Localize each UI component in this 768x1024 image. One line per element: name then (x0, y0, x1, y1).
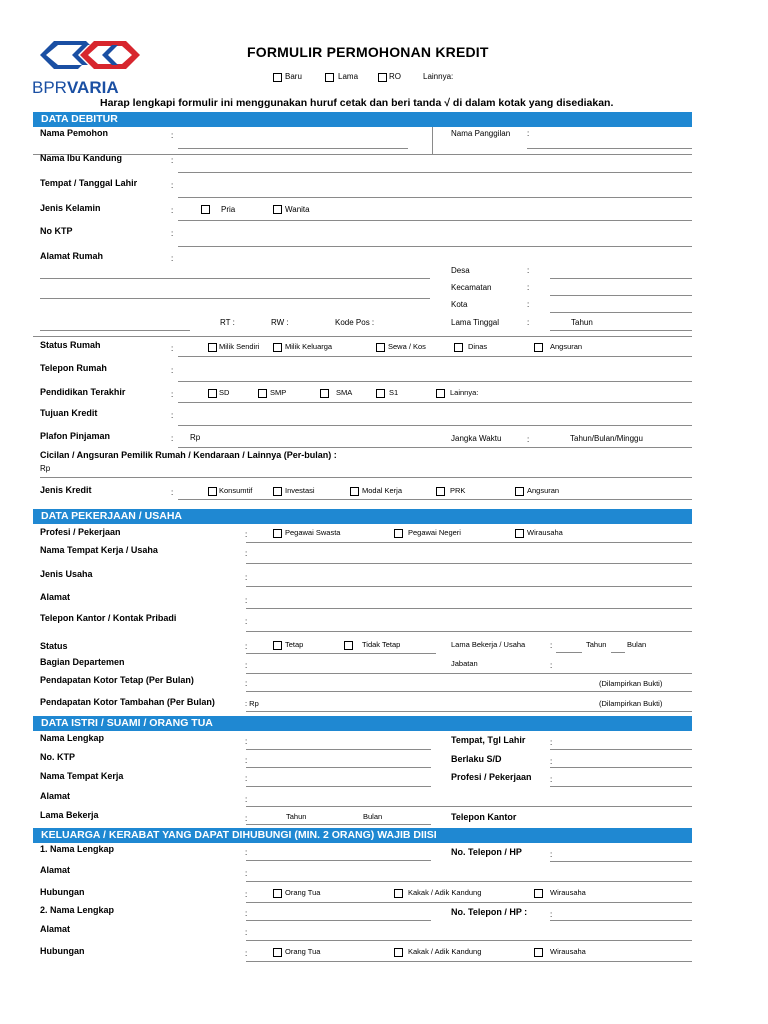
colon: : (245, 530, 248, 539)
kecamatan-field[interactable] (550, 295, 692, 296)
row-divider (178, 356, 692, 357)
rw-label: RW : (271, 318, 289, 327)
instruction-text: Harap lengkapi formulir ini menggunakan huruf cetak dan beri tanda √ di dalam kotak yang disediakan. (100, 97, 614, 109)
colon: : (171, 254, 174, 263)
kakak-adik-1-label: Kakak / Adik Kandung (408, 888, 482, 897)
konsumtif-checkbox[interactable] (208, 487, 217, 496)
telepon-2-field[interactable] (550, 920, 692, 921)
lama-label: Lama (338, 72, 359, 81)
lainnya-label: Lainnya: (423, 72, 454, 81)
sd-label: SD (219, 388, 230, 397)
alamat-rumah-label: Alamat Rumah (40, 251, 104, 261)
profesi-label: Profesi / Pekerjaan (40, 527, 121, 537)
jenis-usaha-field[interactable] (246, 586, 692, 587)
istri-tempat-kerja-label: Nama Tempat Kerja (40, 771, 124, 781)
bukti-label-2: (Dilampirkan Bukti) (599, 699, 663, 708)
istri-profesi-field[interactable] (550, 786, 692, 787)
desa-label: Desa (451, 266, 470, 275)
jenis-kredit-label: Jenis Kredit (40, 485, 92, 495)
lama-bulan-field[interactable] (611, 652, 625, 653)
baru-checkbox[interactable] (273, 73, 282, 82)
plafon-rp: Rp (190, 433, 201, 442)
colon: : (245, 774, 248, 783)
brand-suffix: VARIA (66, 78, 119, 97)
jenis-usaha-label: Jenis Usaha (40, 569, 93, 579)
alamat-kerja-label: Alamat (40, 592, 71, 602)
wirausaha-profesi-label: Wirausaha (527, 528, 563, 537)
row-divider (33, 154, 692, 155)
colon: : (527, 129, 530, 138)
colon: : (245, 679, 248, 688)
lainnya-pendidikan-label: Lainnya: (450, 388, 479, 397)
lama-tinggal-label: Lama Tinggal (451, 318, 500, 327)
istri-alamat-label: Alamat (40, 791, 71, 801)
colon: : (245, 549, 248, 558)
nama-ibu-label: Nama Ibu Kandung (40, 153, 123, 163)
milik-sendiri-checkbox[interactable] (208, 343, 217, 352)
kota-label: Kota (451, 300, 468, 309)
colon: : (245, 814, 248, 823)
colon: : (550, 738, 553, 747)
colon: : (171, 366, 174, 375)
angsuran-rumah-checkbox[interactable] (534, 343, 543, 352)
jabatan-label: Jabatan (451, 659, 478, 668)
colon: : (245, 756, 248, 765)
colon: : (245, 869, 248, 878)
plafon-field[interactable] (178, 447, 692, 448)
cicilan-label: Cicilan / Angsuran Pemilik Rumah / Kendaraan / Lainnya (Per-bulan) : (40, 450, 337, 460)
pendapatan-tambahan-label: Pendapatan Kotor Tambahan (Per Bulan) (40, 697, 215, 707)
hubungan-1-label: Hubungan (40, 887, 85, 897)
istri-ttl-label: Tempat, Tgl Lahir (451, 735, 526, 745)
telepon-1-label: No. Telepon / HP (451, 847, 522, 857)
istri-berlaku-label: Berlaku S/D (451, 754, 502, 764)
colon: : (245, 848, 248, 857)
colon: : (245, 928, 248, 937)
colon: : (550, 757, 553, 766)
pendapatan-tambahan-field[interactable] (246, 711, 692, 712)
wirausaha-1-label: Wirausaha (550, 888, 586, 897)
nama-lengkap-1-field[interactable] (246, 860, 431, 861)
section-data-istri: DATA ISTRI / SUAMI / ORANG TUA (33, 716, 692, 731)
colon: : (245, 737, 248, 746)
wirausaha-2-checkbox[interactable] (534, 948, 543, 957)
alamat-1-field[interactable] (246, 881, 692, 882)
bukti-label-1: (Dilampirkan Bukti) (599, 679, 663, 688)
istri-nama-field[interactable] (246, 749, 431, 750)
row-divider (178, 220, 692, 221)
section-data-pekerjaan: DATA PEKERJAAN / USAHA (33, 509, 692, 524)
brand-prefix: BPR (32, 78, 67, 97)
alamat-2-field[interactable] (246, 940, 692, 941)
tujuan-kredit-label: Tujuan Kredit (40, 408, 98, 418)
modal-kerja-checkbox[interactable] (350, 487, 359, 496)
sma-label: SMA (336, 388, 353, 397)
pegawai-negeri-checkbox[interactable] (394, 529, 403, 538)
nama-pemohon-field[interactable] (178, 148, 408, 149)
colon: : (171, 411, 174, 420)
colon: : (527, 266, 530, 275)
tidak-tetap-checkbox[interactable] (344, 641, 353, 650)
row-divider (33, 336, 692, 337)
milik-keluarga-checkbox[interactable] (273, 343, 282, 352)
lama-tinggal-field[interactable] (550, 330, 692, 331)
colon: : (171, 229, 174, 238)
colon: : (171, 206, 174, 215)
nama-tempat-kerja-label: Nama Tempat Kerja / Usaha (40, 545, 158, 555)
section-keluarga: KELUARGA / KERABAT YANG DAPAT DIHUBUNGI (MIN. 2 ORANG) WAJIB DIISI (33, 828, 692, 843)
ttl-field[interactable] (178, 197, 692, 198)
colon: : (550, 775, 553, 784)
istri-alamat-field[interactable] (246, 806, 692, 807)
nama-lengkap-1-label: 1. Nama Lengkap (40, 844, 115, 854)
lama-bekerja-label: Lama Bekerja / Usaha (451, 640, 526, 649)
ro-checkbox[interactable] (378, 73, 387, 82)
pegawai-negeri-label: Pegawai Negeri (408, 528, 461, 537)
istri-tahun-label: Tahun (286, 812, 307, 821)
alamat-2-label: Alamat (40, 924, 71, 934)
smp-label: SMP (270, 388, 287, 397)
prk-checkbox[interactable] (436, 487, 445, 496)
wirausaha-2-label: Wirausaha (550, 947, 586, 956)
plafon-label: Plafon Pinjaman (40, 431, 111, 441)
lainnya-pendidikan-checkbox[interactable] (436, 389, 445, 398)
lama-checkbox[interactable] (325, 73, 334, 82)
colon: : (245, 949, 248, 958)
pendapatan-rp: : Rp (245, 699, 259, 708)
telepon-rumah-label: Telepon Rumah (40, 363, 107, 373)
colon: : (245, 661, 248, 670)
dinas-label: Dinas (468, 342, 488, 351)
status-rumah-label: Status Rumah (40, 340, 101, 350)
alamat-kerja-field[interactable] (246, 608, 692, 609)
sd-checkbox[interactable] (208, 389, 217, 398)
istri-ktp-field[interactable] (246, 767, 431, 768)
nama-panggilan-field[interactable] (527, 148, 692, 149)
orang-tua-1-label: Orang Tua (285, 888, 321, 897)
istri-tempat-kerja-field[interactable] (246, 786, 431, 787)
tujuan-kredit-field[interactable] (178, 425, 692, 426)
colon: : (171, 181, 174, 190)
dinas-checkbox[interactable] (454, 343, 463, 352)
no-ktp-label: No KTP (40, 226, 73, 236)
sma-checkbox[interactable] (320, 389, 329, 398)
colon: : (245, 617, 248, 626)
colon: : (171, 434, 174, 443)
bagian-label: Bagian Departemen (40, 657, 125, 667)
istri-ktp-label: No. KTP (40, 752, 75, 762)
kakak-adik-1-checkbox[interactable] (394, 889, 403, 898)
colon: : (171, 131, 174, 140)
pegawai-swasta-label: Pegawai Swasta (285, 528, 341, 537)
kode-pos-label: Kode Pos : (335, 318, 375, 327)
status-kerja-label: Status (40, 641, 68, 651)
smp-checkbox[interactable] (258, 389, 267, 398)
colon: : (171, 344, 174, 353)
colon: : (550, 910, 553, 919)
colon: : (550, 850, 553, 859)
nama-panggilan-label: Nama Panggilan (451, 129, 511, 138)
angsuran-rumah-label: Angsuran (550, 342, 583, 351)
baru-label: Baru (285, 72, 302, 81)
istri-bulan-label: Bulan (363, 812, 383, 821)
nama-ibu-field[interactable] (178, 172, 692, 173)
milik-keluarga-label: Milik Keluarga (285, 342, 333, 351)
cicilan-rp: Rp (40, 464, 51, 473)
milik-sendiri-label: Milik Sendiri (219, 342, 260, 351)
row-divider (246, 653, 436, 654)
pendapatan-tetap-field[interactable] (246, 691, 692, 692)
modal-kerja-label: Modal Kerja (362, 486, 403, 495)
bulan-kerja-label: Bulan (627, 640, 647, 649)
colon: : (550, 661, 553, 670)
wirausaha-profesi-checkbox[interactable] (515, 529, 524, 538)
telepon-kantor-field[interactable] (246, 631, 692, 632)
colon: : (527, 318, 530, 327)
wirausaha-1-checkbox[interactable] (534, 889, 543, 898)
istri-telepon-kantor-label: Telepon Kantor (451, 812, 517, 822)
colon: : (245, 573, 248, 582)
colon: : (550, 641, 553, 650)
colon: : (245, 909, 248, 918)
pendidikan-label: Pendidikan Terakhir (40, 387, 126, 397)
jangka-satuan: Tahun/Bulan/Minggu (570, 434, 643, 443)
section-data-debitur: DATA DEBITUR (33, 112, 692, 127)
sewa-kos-checkbox[interactable] (376, 343, 385, 352)
rt-field[interactable] (40, 330, 190, 331)
colon: : (245, 795, 248, 804)
tahun-kerja-label: Tahun (586, 640, 607, 649)
jenis-kelamin-label: Jenis Kelamin (40, 203, 101, 213)
rt-label: RT : (220, 318, 235, 327)
row-divider (246, 961, 692, 962)
hubungan-2-label: Hubungan (40, 946, 85, 956)
kakak-adik-2-label: Kakak / Adik Kandung (408, 947, 482, 956)
istri-lama-field[interactable] (246, 824, 431, 825)
colon: : (245, 596, 248, 605)
orang-tua-2-label: Orang Tua (285, 947, 321, 956)
nama-lengkap-2-label: 2. Nama Lengkap (40, 905, 115, 915)
angsuran-kredit-label: Angsuran (527, 486, 560, 495)
colon: : (171, 156, 174, 165)
row-divider (246, 902, 692, 903)
tetap-checkbox[interactable] (273, 641, 282, 650)
wanita-checkbox[interactable] (273, 205, 282, 214)
pria-label: Pria (221, 205, 236, 214)
form-title: FORMULIR PERMOHONAN KREDIT (247, 44, 489, 60)
prk-label: PRK (450, 486, 466, 495)
jangka-waktu-label: Jangka Waktu (451, 434, 502, 443)
colon: : (245, 642, 248, 651)
no-ktp-field[interactable] (178, 246, 692, 247)
nama-lengkap-2-field[interactable] (246, 920, 431, 921)
s1-checkbox[interactable] (376, 389, 385, 398)
colon: : (245, 890, 248, 899)
cicilan-field[interactable] (40, 477, 692, 478)
logo-mark-icon (32, 34, 150, 76)
row-divider (178, 402, 692, 403)
alamat-line-1[interactable] (40, 278, 430, 279)
divider (432, 127, 433, 154)
colon: : (171, 488, 174, 497)
s1-label: S1 (389, 388, 399, 397)
istri-berlaku-field[interactable] (550, 767, 692, 768)
konsumtif-label: Konsumtif (219, 486, 253, 495)
telepon-rumah-field[interactable] (178, 381, 692, 382)
nama-tempat-kerja-field[interactable] (246, 563, 692, 564)
orang-tua-1-checkbox[interactable] (273, 889, 282, 898)
istri-lama-bekerja-label: Lama Bekerja (40, 810, 99, 820)
kecamatan-label: Kecamatan (451, 283, 492, 292)
telepon-kantor-label: Telepon Kantor / Kontak Pribadi (40, 613, 177, 623)
telepon-2-label: No. Telepon / HP : (451, 907, 528, 917)
desa-field[interactable] (550, 278, 692, 279)
tetap-label: Tetap (285, 640, 304, 649)
kota-field[interactable] (550, 312, 692, 313)
wanita-label: Wanita (285, 205, 310, 214)
ttl-label: Tempat / Tanggal Lahir (40, 178, 138, 188)
pria-checkbox[interactable] (201, 205, 210, 214)
tidak-tetap-label: Tidak Tetap (362, 640, 401, 649)
istri-nama-label: Nama Lengkap (40, 733, 105, 743)
alamat-1-label: Alamat (40, 865, 71, 875)
investasi-checkbox[interactable] (273, 487, 282, 496)
row-divider (246, 542, 692, 543)
colon: : (527, 283, 530, 292)
kakak-adik-2-checkbox[interactable] (394, 948, 403, 957)
investasi-label: Investasi (285, 486, 315, 495)
nama-pemohon-label: Nama Pemohon (40, 128, 109, 138)
ro-label: RO (389, 72, 401, 81)
colon: : (527, 300, 530, 309)
row-divider (178, 499, 692, 500)
orang-tua-2-checkbox[interactable] (273, 948, 282, 957)
bagian-field[interactable] (246, 673, 692, 674)
logo (32, 34, 150, 98)
colon: : (171, 390, 174, 399)
istri-profesi-label: Profesi / Pekerjaan (451, 772, 532, 782)
angsuran-kredit-checkbox[interactable] (515, 487, 524, 496)
tahun-label: Tahun (571, 318, 593, 327)
telepon-1-field[interactable] (550, 861, 692, 862)
pendapatan-tetap-label: Pendapatan Kotor Tetap (Per Bulan) (40, 675, 194, 685)
sewa-kos-label: Sewa / Kos (388, 342, 426, 351)
colon: : (527, 435, 530, 444)
lama-tahun-field[interactable] (556, 652, 582, 653)
pegawai-swasta-checkbox[interactable] (273, 529, 282, 538)
istri-ttl-field[interactable] (550, 749, 692, 750)
alamat-line-2[interactable] (40, 298, 430, 299)
